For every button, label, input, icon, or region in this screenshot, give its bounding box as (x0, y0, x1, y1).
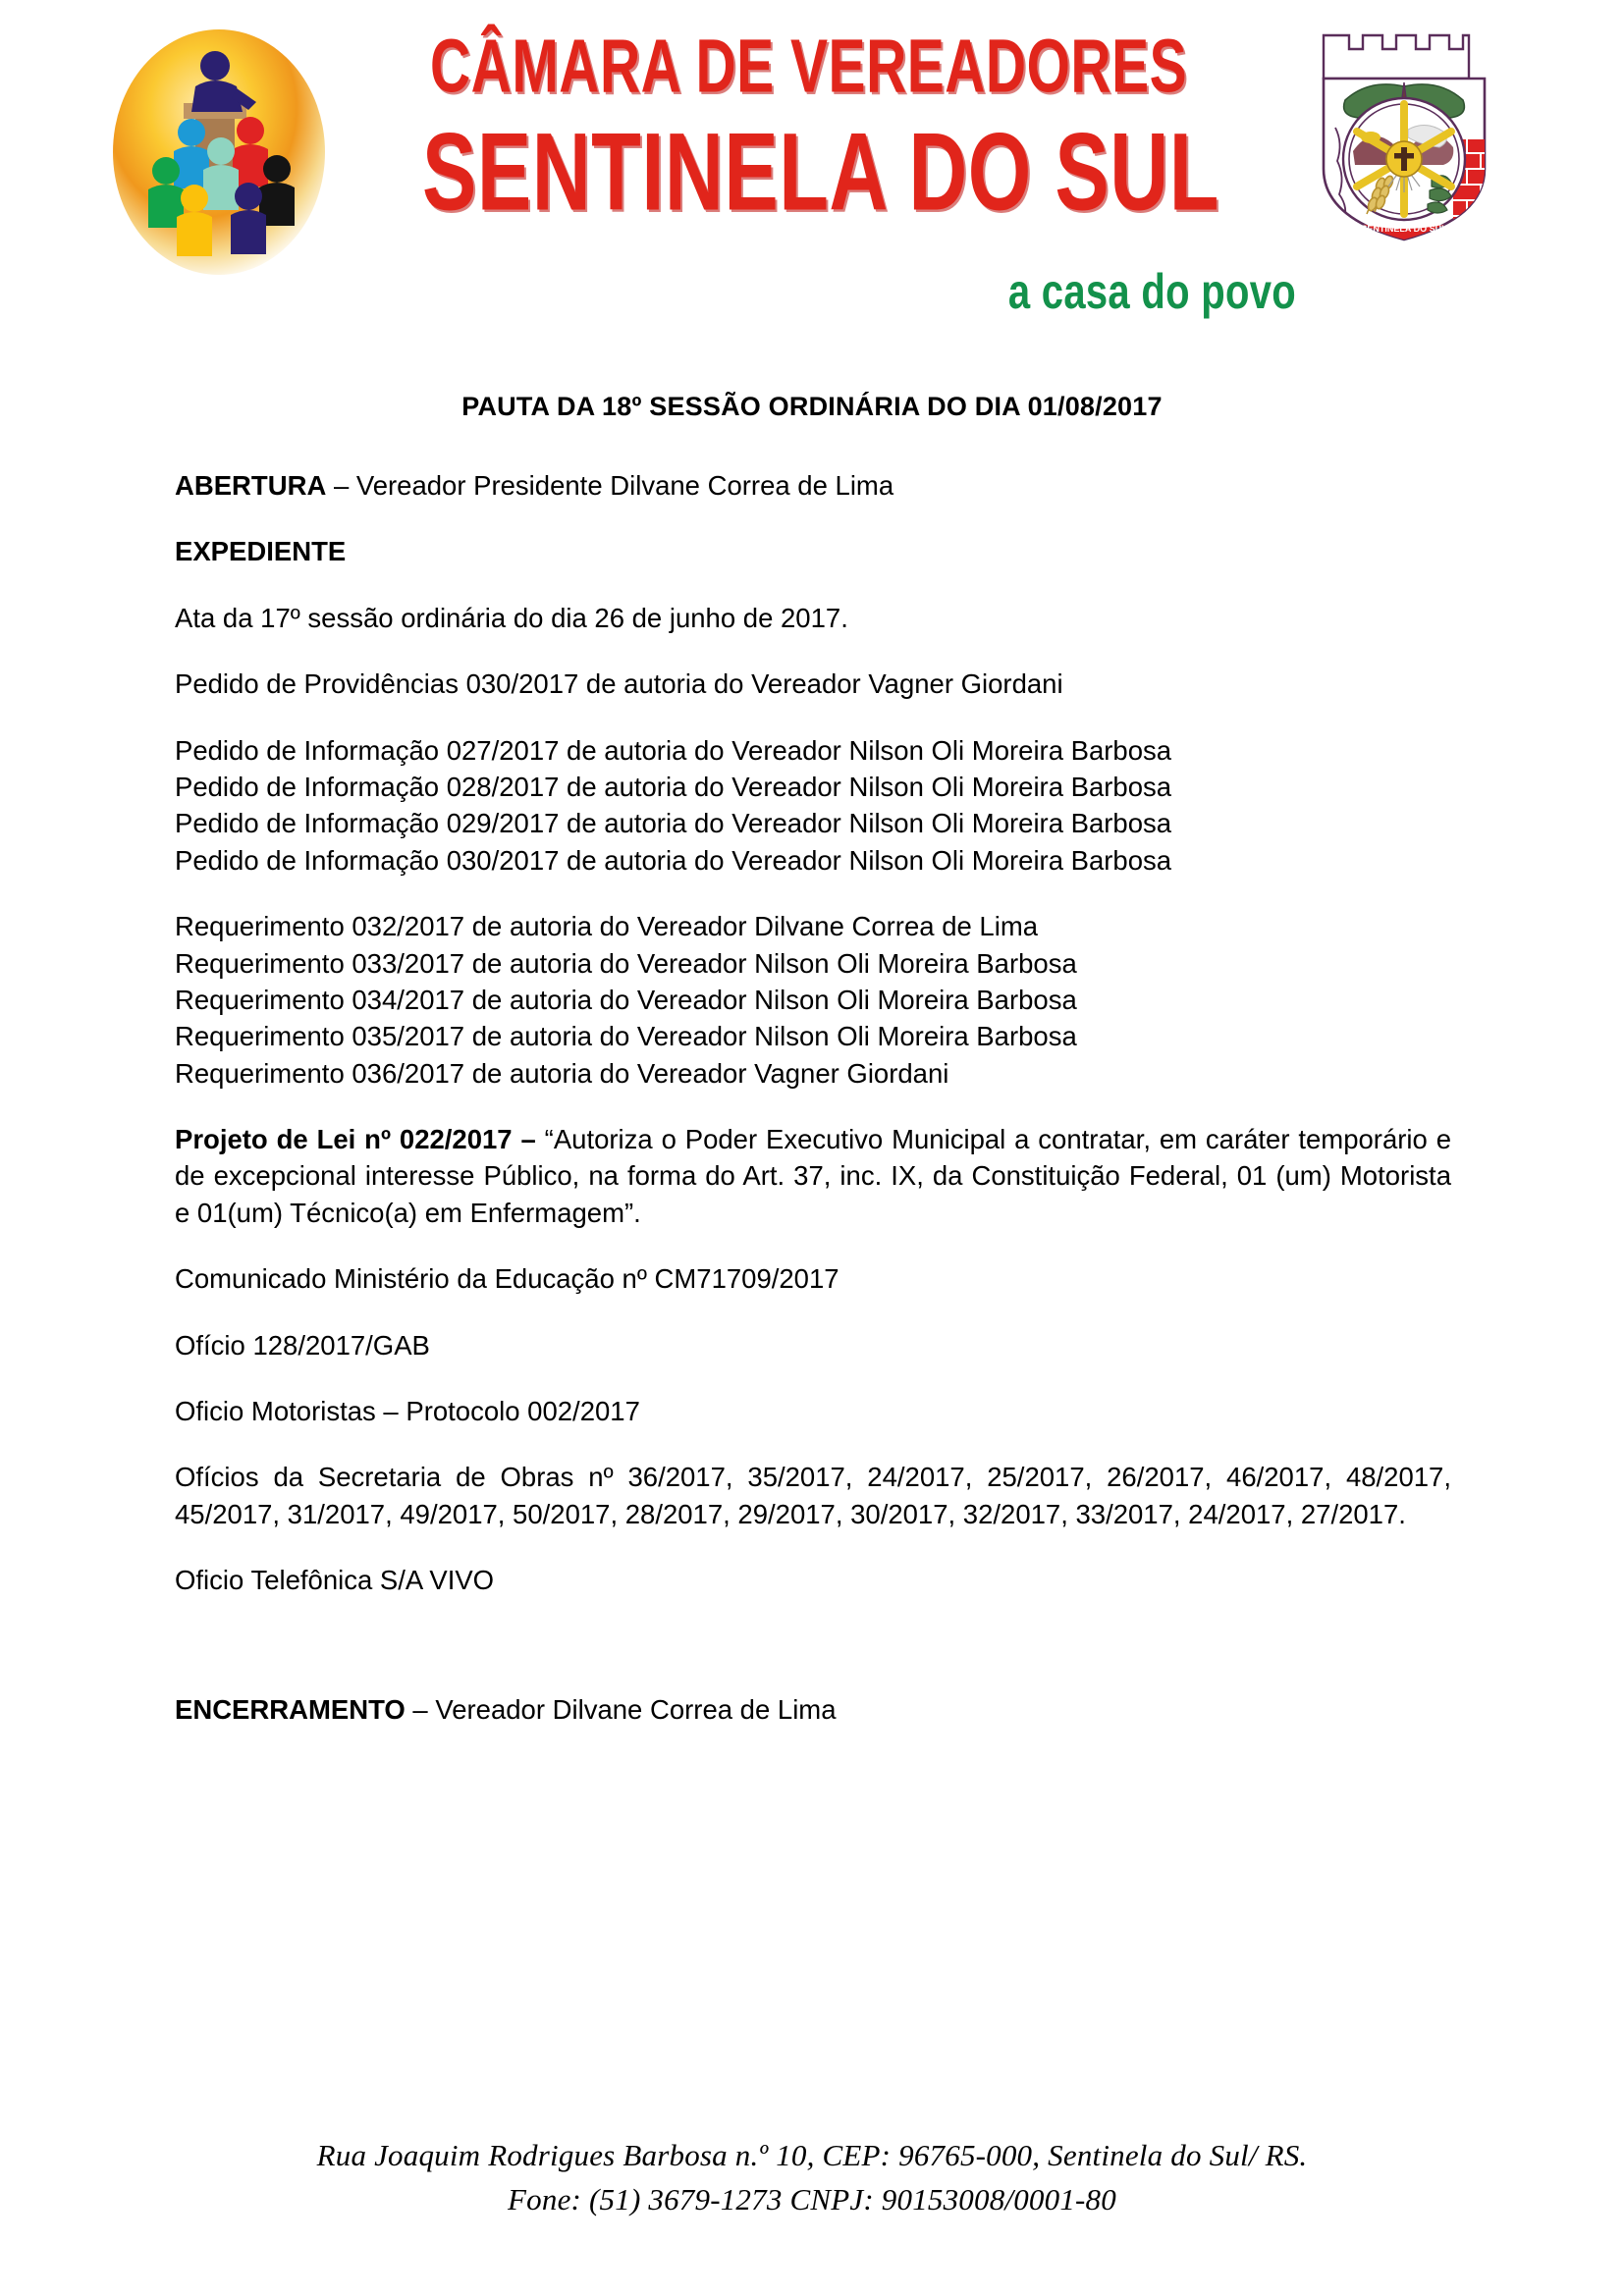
brand-line-camara-de-vereadores: CÂMARA DE VEREADORES (430, 24, 1188, 110)
expediente-heading (175, 533, 1451, 569)
list-item: Pedido de Informação 030/2017 de autoria do Vereador Nilson Oli Moreira Barbosa (175, 844, 1172, 876)
brand-wordmark (422, 24, 1306, 319)
list-item: Pedido de Informação 027/2017 de autoria do Vereador Nilson Oli Moreira Barbosa (175, 734, 1172, 766)
brand-line-sentinela-do-sul: SENTINELA DO SUL (422, 110, 1219, 234)
requerimentos-group (175, 908, 1451, 1092)
comunicado-paragraph: Comunicado Ministério da Educação nº CM71709/2017 (175, 1263, 839, 1295)
page-title: PAUTA DA 18º SESSÃO ORDINÁRIA DO DIA 01/08/2017 (461, 392, 1163, 421)
coat-of-arms-banner-text: SENTINELA DO SUL (1361, 224, 1447, 234)
list-item: Requerimento 033/2017 de autoria do Vereador Nilson Oli Moreira Barbosa (175, 947, 1077, 979)
section-spacer (175, 1629, 1451, 1691)
list-item: Pedido de Informação 028/2017 de autoria do Vereador Nilson Oli Moreira Barbosa (175, 771, 1172, 802)
projeto-de-lei-label: Projeto de Lei nº 022/2017 – (175, 1124, 545, 1155)
document-body (175, 467, 1451, 1757)
encerramento-text: – Vereador Dilvane Correa de Lima (405, 1693, 837, 1725)
projeto-de-lei-text: “Autoriza o Poder Executivo Municipal a contratar, em caráter temporário e de excepcional interesse Público, na forma do Art. 37, inc. IX, da Constituição Federal, 01 (um) Motorista e 01(um) Técnico(a) em Enfermagem”. (175, 1124, 1451, 1228)
abertura-text: – Vereador Presidente Dilvane Correa de Lima (326, 470, 894, 501)
pedido-providencias-paragraph: Pedido de Providências 030/2017 de autoria do Vereador Vagner Giordani (175, 668, 1063, 700)
ata-paragraph: Ata da 17º sessão ordinária do dia 26 de junho de 2017. (175, 602, 848, 633)
list-item: Pedido de Informação 029/2017 de autoria do Vereador Nilson Oli Moreira Barbosa (175, 808, 1172, 839)
encerramento-label: ENCERRAMENTO (175, 1693, 406, 1725)
abertura-label: ABERTURA (175, 470, 327, 501)
pedidos-informacao-group (175, 732, 1451, 880)
oficios-obras-paragraph: Ofícios da Secretaria de Obras nº 36/2017, 35/2017, 24/2017, 25/2017, 26/2017, 46/2017, 48/2017, 45/2017, 31/2017, 49/2017, 50/2017, 28/2017, 29/2017, 30/2017, 32/2017, 33/2017, 24/2017, 27/2017. (175, 1462, 1451, 1529)
oficio-gab-paragraph: Ofício 128/2017/GAB (175, 1329, 430, 1361)
abertura-paragraph (175, 467, 1451, 504)
encerramento-paragraph (175, 1691, 1451, 1728)
footer-contact: Fone: (51) 3679-1273 CNPJ: 90153008/0001-80 (508, 2182, 1116, 2217)
brand-slogan: a casa do povo (1007, 265, 1296, 319)
footer-address: Rua Joaquim Rodrigues Barbosa n.º 10, CEP: 96765-000, Sentinela do Sul/ RS. (316, 2138, 1308, 2173)
list-item: Requerimento 034/2017 de autoria do Vereador Nilson Oli Moreira Barbosa (175, 984, 1077, 1015)
oficio-motoristas-paragraph: Oficio Motoristas – Protocolo 002/2017 (175, 1396, 640, 1427)
municipal-coat-of-arms-icon (1306, 22, 1502, 247)
oficio-telefonica-paragraph: Oficio Telefônica S/A VIVO (175, 1565, 495, 1596)
camara-people-logo-icon (93, 29, 358, 280)
expediente-label: EXPEDIENTE (175, 536, 347, 567)
list-item: Requerimento 032/2017 de autoria do Vereador Dilvane Correa de Lima (175, 911, 1039, 942)
document-header (0, 0, 1624, 383)
list-item: Requerimento 035/2017 de autoria do Vereador Nilson Oli Moreira Barbosa (175, 1021, 1077, 1052)
projeto-de-lei-paragraph (175, 1121, 1451, 1231)
document-footer (0, 2134, 1624, 2222)
list-item: Requerimento 036/2017 de autoria do Vereador Vagner Giordani (175, 1057, 949, 1089)
